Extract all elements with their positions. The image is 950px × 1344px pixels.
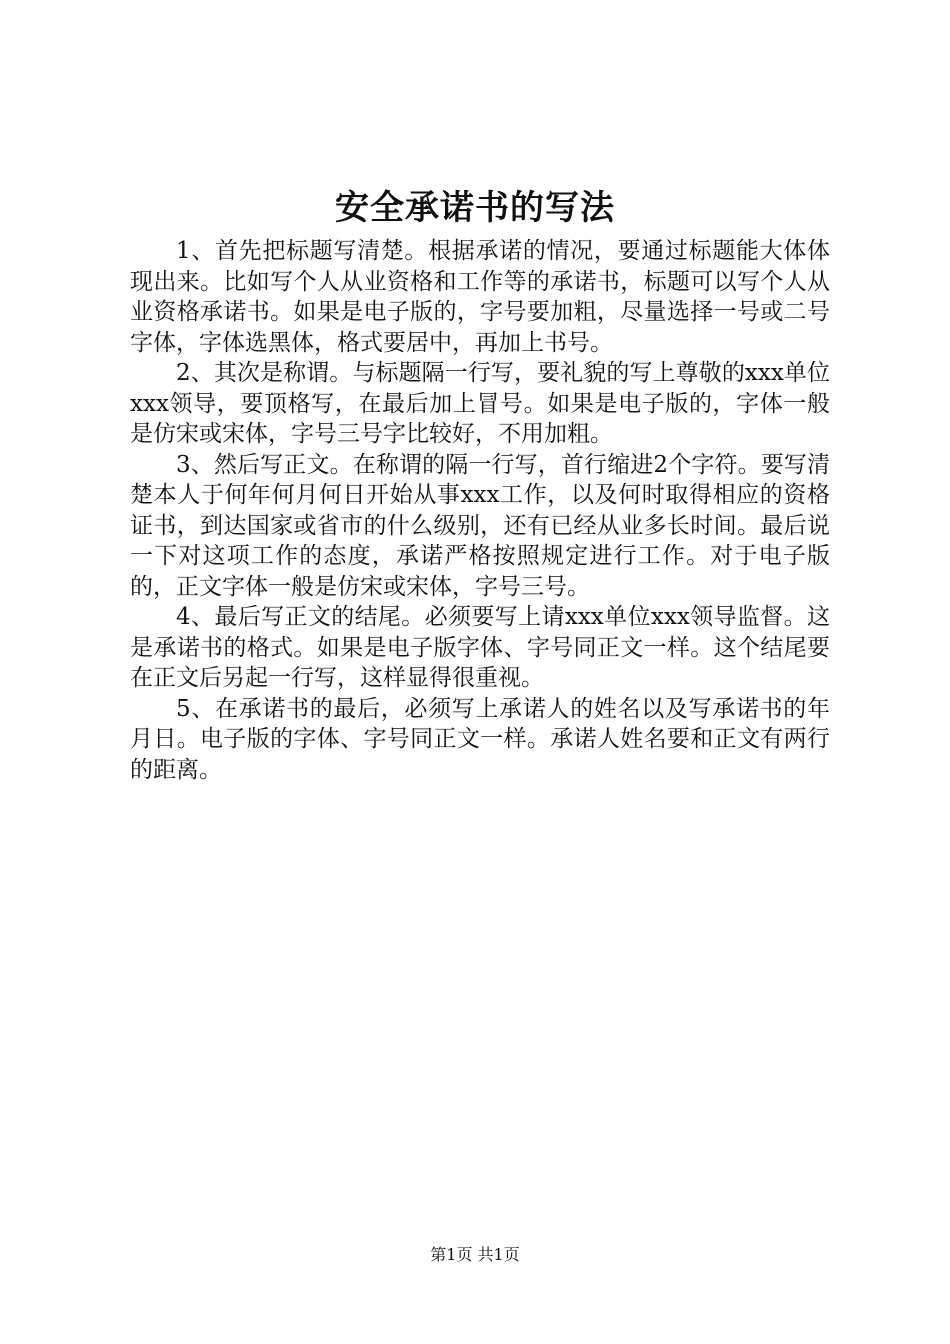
paragraph-2: 2、其次是称谓。与标题隔一行写，要礼貌的写上尊敬的xxx单位xxx领导，要顶格写，在最后加上冒号。如果是电子版的，字体一般是仿宋或宋体，字号三号字比较好，不用加粗。 — [130, 360, 830, 447]
page-footer: 第1页 共1页 — [430, 1245, 520, 1264]
paragraph-3: 3、然后写正文。在称谓的隔一行写，首行缩进2个字符。要写清楚本人于何年何月何日开始从事xxx工作，以及何时取得相应的资格证书，到达国家或省市的什么级别，还有已经从业多长时间。最后说一下对这项工作的态度，承诺严格按照规定进行工作。对于电子版的，正文字体一般是仿宋或宋体，字号三号。 — [130, 451, 830, 600]
paragraph-1: 1、首先把标题写清楚。根据承诺的情况，要通过标题能大体体现出来。比如写个人从业资格和工作等的承诺书，标题可以写个人从业资格承诺书。如果是电子版的，字号要加粗，尽量选择一号或二号字体，字体选黑体，格式要居中，再加上书号。 — [130, 238, 830, 356]
document-body — [130, 236, 830, 785]
paragraph-5: 5、在承诺书的最后，必须写上承诺人的姓名以及写承诺书的年月日。电子版的字体、字号同正文一样。承诺人姓名要和正文有两行的距离。 — [130, 695, 830, 783]
paragraph-4: 4、最后写正文的结尾。必须要写上请xxx单位xxx领导监督。这是承诺书的格式。如果是电子版字体、字号同正文一样。这个结尾要在正文后另起一行写，这样显得很重视。 — [130, 604, 830, 691]
document-title: 安全承诺书的写法 — [335, 188, 615, 228]
